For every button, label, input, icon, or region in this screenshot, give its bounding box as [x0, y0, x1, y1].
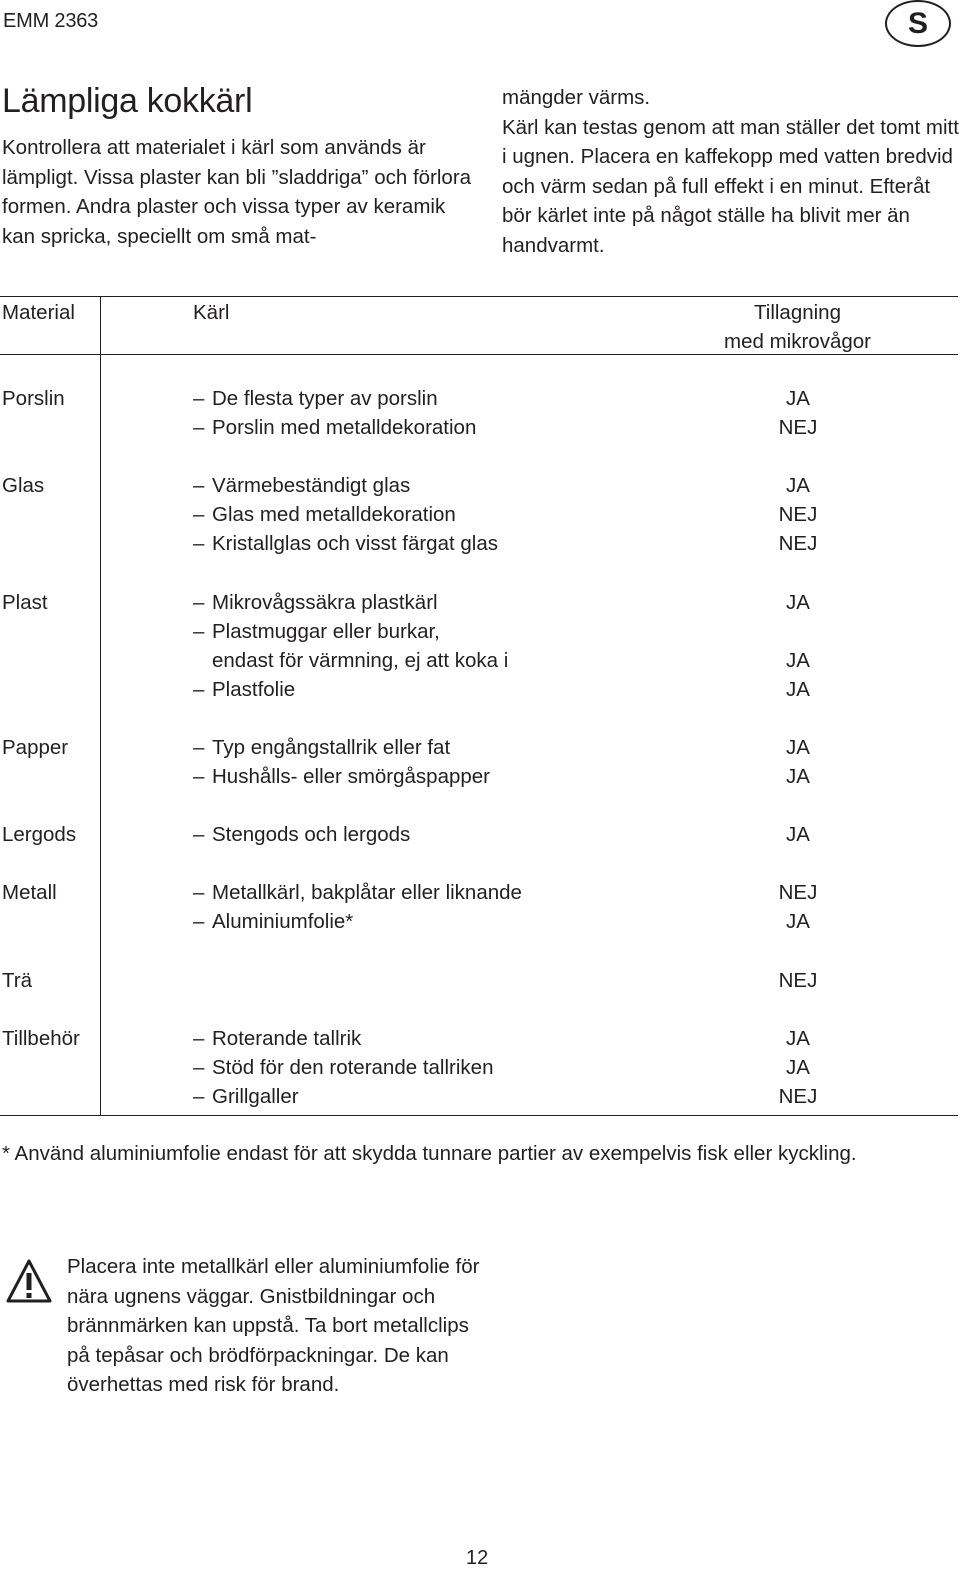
row-item: Grillgaller: [212, 1085, 299, 1108]
row-dash: –: [193, 1027, 205, 1050]
page-title: Lämpliga kokkärl: [2, 82, 253, 120]
table-row: [0, 529, 960, 558]
row-result: NEJ: [778, 881, 818, 904]
row-result: JA: [786, 823, 810, 846]
row-result: NEJ: [778, 969, 818, 992]
row-item: Plastfolie: [212, 678, 296, 701]
language-badge: S: [885, 0, 951, 47]
row-dash: –: [193, 765, 205, 788]
row-result: NEJ: [778, 532, 818, 555]
row-dash: –: [193, 823, 205, 846]
intro-continuation: mängder värms.: [502, 86, 651, 109]
column-header-material: Material: [2, 301, 75, 324]
row-result: JA: [786, 1056, 810, 1079]
row-result: JA: [786, 910, 810, 933]
row-item: Stengods och lergods: [212, 823, 411, 846]
table-row: [0, 1082, 960, 1111]
row-result: NEJ: [778, 416, 818, 439]
row-dash: –: [193, 474, 205, 497]
row-result: JA: [786, 736, 810, 759]
table-row: [0, 907, 960, 936]
row-item: De flesta typer av porslin: [212, 387, 438, 410]
model-number: EMM 2363: [3, 10, 99, 32]
row-item: Kristallglas och visst färgat glas: [212, 532, 498, 555]
table-row: [0, 413, 960, 442]
warning-triangle-icon: [5, 1257, 53, 1305]
row-dash: –: [193, 591, 205, 614]
table-row: [0, 646, 960, 675]
row-dash: –: [193, 1056, 205, 1079]
row-result: JA: [786, 591, 810, 614]
table-row: [0, 733, 960, 762]
table-row: [0, 675, 960, 704]
row-material: Trä: [2, 969, 32, 992]
table-row: [0, 762, 960, 791]
row-dash: –: [193, 387, 205, 410]
row-item: Stöd för den roterande tallriken: [212, 1056, 494, 1079]
intro-test-paragraph: Kärl kan testas genom att man ställer det tomt mitt i ugnen. Placera en kaffekopp med vatten bredvid och värm sedan på full effekt i en minut. Efteråt bör kärlet inte på något ställe ha blivit mer än handvarmt.: [502, 115, 959, 257]
tillagning-line2: med mikrovågor: [724, 330, 871, 353]
page-number: 12: [466, 1547, 489, 1569]
row-item: Typ engångstallrik eller fat: [212, 736, 451, 759]
row-material: Metall: [2, 881, 57, 904]
table-row: [0, 1053, 960, 1082]
table-row: [0, 500, 960, 529]
row-material: Lergods: [2, 823, 77, 846]
row-dash: –: [193, 678, 205, 701]
table-row: [0, 471, 960, 500]
row-result: JA: [786, 387, 810, 410]
row-item: Mikrovågssäkra plastkärl: [212, 591, 438, 614]
row-result: JA: [786, 474, 810, 497]
row-dash: –: [193, 532, 205, 555]
row-material: Porslin: [2, 387, 65, 410]
row-item: Porslin med metalldekoration: [212, 416, 477, 439]
row-dash: –: [193, 736, 205, 759]
table-row: [0, 1024, 960, 1053]
row-item: Plastmuggar eller burkar,: [212, 620, 440, 643]
row-result: JA: [786, 678, 810, 701]
row-item: endast för värmning, ej att koka i: [212, 649, 509, 672]
tillagning-line1: Tillagning: [754, 301, 841, 324]
row-item: Hushålls- eller smörgåspapper: [212, 765, 491, 788]
table-row: [0, 617, 960, 646]
table-left-header-rule: [0, 354, 101, 355]
row-result: NEJ: [778, 1085, 818, 1108]
row-item: Metallkärl, bakplåtar eller liknande: [212, 881, 522, 904]
table-row: [0, 588, 960, 617]
row-item: Glas med metalldekoration: [212, 503, 456, 526]
row-material: Tillbehör: [2, 1027, 80, 1050]
row-dash: –: [193, 910, 205, 933]
footnote: * Använd aluminiumfolie endast för att skydda tunnare partier av exempelvis fisk eller kyckling.: [2, 1142, 857, 1165]
intro-left-text: Kontrollera att materialet i kärl som används är lämpligt. Vissa plaster kan bli ”sladdriga” och förlora formen. Andra plaster och vissa typer av keramik kan spricka, speciellt om små mat-: [2, 136, 472, 248]
row-dash: –: [193, 620, 205, 643]
table-top-rule: [0, 296, 958, 297]
row-item: Roterande tallrik: [212, 1027, 362, 1050]
warning-text: Placera inte metallkärl eller aluminiumfolie för nära ugnens väggar. Gnistbildningar och brännmärken kan uppstå. Ta bort metallclips på tepåsar och brödförpackningar. De kan överhettas med risk för brand.: [67, 1255, 480, 1396]
row-material: Papper: [2, 736, 69, 759]
table-row: [0, 966, 960, 995]
table-bottom-rule: [0, 1115, 958, 1116]
row-result: JA: [786, 649, 810, 672]
row-result: NEJ: [778, 503, 818, 526]
row-dash: –: [193, 503, 205, 526]
column-header-karl: Kärl: [193, 301, 230, 324]
row-material: Plast: [2, 591, 48, 614]
table-row: [0, 820, 960, 849]
row-dash: –: [193, 1085, 205, 1108]
table-row: [0, 878, 960, 907]
column-header-tillagning: [700, 298, 895, 356]
row-dash: –: [193, 416, 205, 439]
row-result: JA: [786, 1027, 810, 1050]
row-item: Värmebeständigt glas: [212, 474, 411, 497]
row-dash: –: [193, 881, 205, 904]
row-result: JA: [786, 765, 810, 788]
intro-right-column: [502, 83, 960, 260]
row-material: Glas: [2, 474, 45, 497]
table-row: [0, 384, 960, 413]
row-item: Aluminiumfolie*: [212, 910, 354, 933]
